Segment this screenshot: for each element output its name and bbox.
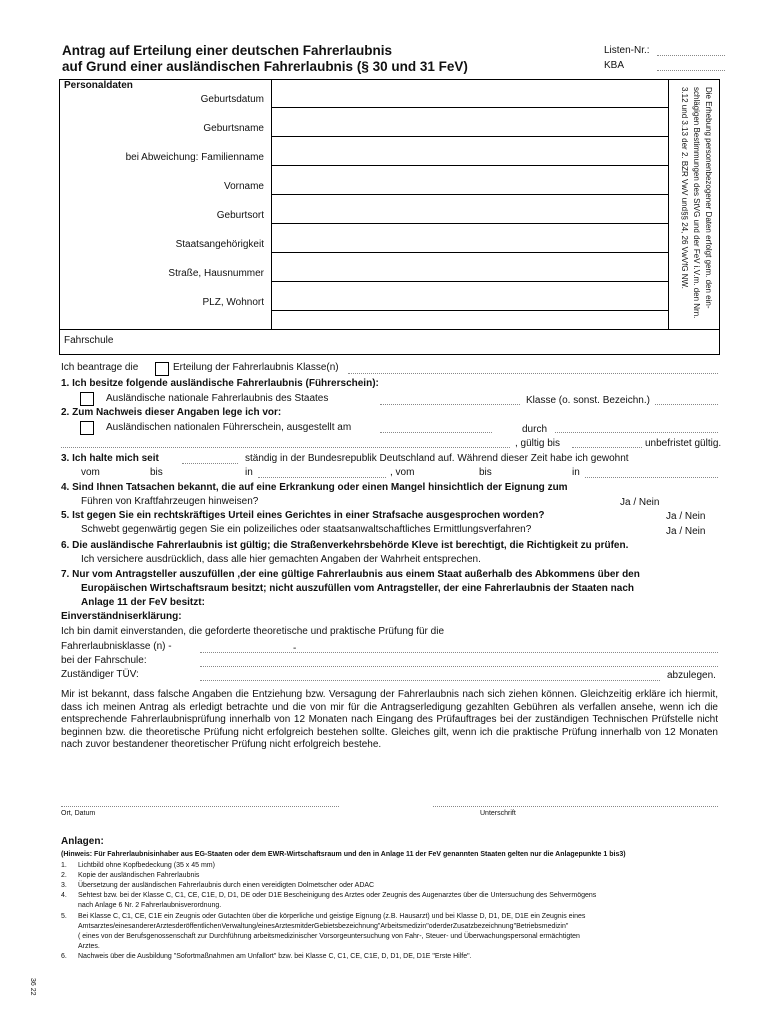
q1-klasse-field[interactable]: [655, 404, 718, 405]
anlage-item-text: Nachweis über die Ausbildung "Sofortmaßnahmen am Unfallort" bzw. bei Klasse C, C1, CE, C1E, D, D1, DE, D1E "Erste Hilfe".: [78, 953, 472, 960]
anlage-number: 1.: [61, 862, 67, 869]
einverstaendnis-text: Ich bin damit einverstanden, die geforderte theoretische und praktische Prüfung für die: [61, 626, 445, 637]
staatsangehoerigkeit-field[interactable]: [272, 252, 668, 253]
question-4-b: Führen von Kraftfahrzeugen hinweisen?: [81, 496, 259, 507]
question-7-a: 7. Nur vom Antragsteller auszufüllen ,der eine gültige Fahrerlaubnis aus einem Staat außerhalb des Abkommens über den: [61, 569, 640, 580]
side-note-line-2: schlägigen Bestimmungen des StVG und der FeV i.V.m. den Nrn.: [692, 87, 701, 319]
q2-unbefristet-label: unbefristet gültig.: [645, 438, 722, 449]
q2-option-label: Ausländischen nationalen Führerschein, ausgestellt am: [106, 422, 352, 433]
q5b-ja-nein[interactable]: Ja / Nein: [666, 526, 706, 537]
anlagen-hinweis: (Hinweis: Für Fahrerlaubnisinhaber aus EG-Staaten oder dem EWR-Wirtschaftsraum und den in Anlage 11 der FeV genannten Staaten gelten nur die Anlagepunkte 1 bis3): [61, 851, 626, 858]
title-line-2: auf Grund einer ausländischen Fahrerlaubnis (§ 30 und 31 FeV): [62, 59, 468, 74]
anlage-item-text: Arztes.: [78, 943, 100, 950]
fe-klasse-dash: -: [293, 643, 297, 654]
vorname-field[interactable]: [272, 194, 668, 195]
fe-klasse-label: Fahrerlaubnisklasse (n) -: [61, 641, 172, 652]
anlage-item-text: Übersetzung der ausländischen Fahrerlaubnis durch einen vereidigten Dolmetscher oder ADAC: [78, 882, 375, 889]
q2-checkbox[interactable]: [80, 421, 94, 435]
anlage-number: 4.: [61, 892, 67, 899]
question-5-b: Schwebt gegenwärtig gegen Sie ein polizeiliches oder staatsanwaltschaftliches Ermittlungsverfahren?: [81, 524, 532, 535]
kba-label: KBA: [604, 60, 625, 71]
q5a-ja-nein[interactable]: Ja / Nein: [666, 511, 706, 522]
geburtsdatum-label: Geburtsdatum: [200, 94, 264, 105]
fahrschule-divider: [60, 329, 719, 330]
fahrschule-label: Fahrschule: [64, 335, 114, 346]
ausgestellt-field[interactable]: [380, 432, 492, 433]
kba-field[interactable]: [657, 70, 725, 71]
personal-data-title: Personaldaten: [64, 80, 133, 91]
note-column-divider: [668, 80, 669, 329]
anlage-number: 2.: [61, 872, 67, 879]
anlage-item-text: Amtsarztes/einesandererArztesderöffentlichenVerwaltung/einesArztesmitderGebietsbezeichnung"Arbeitsmedizin"oderderZusatzbezeichnung"Betriebsmedizin": [78, 923, 569, 930]
question-6-b: Ich versichere ausdrücklich, dass alle hier gemachten Angaben der Wahrheit entsprechen.: [81, 554, 481, 565]
plz-wohnort-label: PLZ, Wohnort: [202, 297, 264, 308]
q1-checkbox[interactable]: [80, 392, 94, 406]
question-2: 2. Zum Nachweis dieser Angaben lege ich vor:: [61, 407, 282, 418]
anlage-number: 5.: [61, 913, 67, 920]
question-5-a: 5. Ist gegen Sie ein rechtskräftiges Urteil eines Gerichtes in einer Strafsache ausgesprochen worden?: [61, 510, 545, 521]
staatsangehoerigkeit-label: Staatsangehörigkeit: [175, 239, 264, 250]
anlage-number: 6.: [61, 953, 67, 960]
durch-field[interactable]: [555, 432, 718, 433]
form-code: 36 22: [29, 978, 36, 996]
q4-ja-nein[interactable]: Ja / Nein: [620, 497, 660, 508]
erteilung-label: Erteilung der Fahrerlaubnis Klasse(n): [173, 362, 339, 373]
geburtsort-label: Geburtsort: [216, 210, 264, 221]
personal-data-box: [59, 79, 720, 355]
question-7-c: Anlage 11 der FeV besitzt:: [81, 597, 205, 608]
side-note-line-3: 3.12 und 3.13 der 2. BZR VwV und§§ 24, 26 VwVfG NW.: [680, 87, 689, 289]
anlage-item-text: Bei Klasse C, C1, CE, C1E ein Zeugnis oder Gutachten über die körperliche und geistige Eignung (z.B. Hausarzt) und bei Klasse D, D1, DE, D1E ein Zeugnis eines: [78, 913, 586, 920]
question-7-b: Europäischen Wirtschaftsraum besitzt; nicht auszufüllen vom Antragsteller, der eine Fahrerlaubnis der Staaten nach: [81, 583, 635, 594]
title-line-1: Antrag auf Erteilung einer deutschen Fahrerlaubnis: [62, 43, 393, 58]
unterschrift-field[interactable]: [433, 806, 718, 807]
anlage-number: 3.: [61, 882, 67, 889]
q3-bis2-label: bis: [479, 467, 492, 478]
ort-datum-field[interactable]: [61, 806, 339, 807]
question-3-b: ständig in der Bundesrepublik Deutschland auf. Während dieser Zeit habe ich gewohnt: [245, 453, 629, 464]
q2-durch-label: durch: [522, 424, 548, 435]
anlagen-title: Anlagen:: [61, 836, 104, 847]
geburtsort-field[interactable]: [272, 223, 668, 224]
gueltig-bis-field[interactable]: [572, 447, 642, 448]
declaration-paragraph: Mir ist bekannt, dass falsche Angaben die Entziehung bzw. Versagung der Fahrerlaubnis nach sich ziehen können. Gleichzeitig erkläre ich hiermit, dass ich meinen Antrag als erledigt betrachte und die von mir für die Antragserledigung gezahlten Gebühren als verfallen ansehe, wenn ich die entsprechende Fahrerlaubnisprüfung innerhalb von 12 Monaten nach Eingang des Prüfauftrages bei der zuständigen Technischen Prüfstelle nicht beginnen bzw. die theoretische Prüfung nicht erfolgreich bestehen sollte. Gleiches gilt, wenn ich die praktische Prüfung innerhalb von 12 Monaten nach zuvor bestandener theoretischer Prüfung nicht erfolgreich bestehe.: [61, 689, 718, 750]
question-3-a: 3. Ich halte mich seit: [61, 453, 159, 464]
familienname-field[interactable]: [272, 165, 668, 166]
klasse-field[interactable]: [348, 373, 718, 374]
q1-option-label: Ausländische nationale Fahrerlaubnis des Staates: [106, 393, 329, 404]
ich-beantrage-label: Ich beantrage die: [61, 362, 139, 373]
q1-klasse-label: Klasse (o. sonst. Bezeichn.): [526, 395, 650, 406]
strasse-field[interactable]: [272, 281, 668, 282]
q3-vom-label: vom: [81, 467, 100, 478]
einverstaendnis-title: Einverständniserklärung:: [61, 611, 182, 622]
q3-in2-label: in: [572, 467, 580, 478]
erteilung-checkbox[interactable]: [155, 362, 169, 376]
vorname-label: Vorname: [223, 181, 264, 192]
q3-in-label: in: [245, 467, 253, 478]
geburtsdatum-field[interactable]: [272, 107, 668, 108]
anlage-item-text: Lichtbild ohne Kopfbedeckung (35 x 45 mm): [78, 862, 215, 869]
q3-in2-field[interactable]: [585, 477, 718, 478]
label-column-divider: [271, 80, 272, 329]
geburtsname-field[interactable]: [272, 136, 668, 137]
anlage-item-text: Sehtest bzw. bei der Klasse C, C1, CE, C1E, D, D1, DE oder D1E Bescheinigung des Arztes oder Zeugnis des Augenarztes über die Untersuchung des Sehvermögens: [78, 892, 597, 899]
side-note-line-1: Die Erhebung personenbezogener Daten erfolgt gem. den ein-: [704, 87, 713, 309]
listen-nr-label: Listen-Nr.:: [604, 45, 650, 56]
familienname-label: bei Abweichung: Familienname: [125, 152, 264, 163]
question-4-a: 4. Sind Ihnen Tatsachen bekannt, die auf eine Erkrankung oder einen Mangel hinsichtlich der Eignung zum: [61, 482, 568, 493]
staat-field[interactable]: [380, 404, 520, 405]
unterschrift-label: Unterschrift: [480, 810, 516, 817]
anlage-item-text: nach Anlage 6 Nr. 2 Fahrerlaubnisverordnung.: [78, 902, 222, 909]
anlage-item-text: ( eines von der Berufsgenossenschaft zur Durchführung arbeitsmedizinischer Vorsorgeuntersuchung von Fahr-, Steuer- und Überwachungspersonal ermächtigten: [78, 933, 580, 940]
bei-fahrschule-label: bei der Fahrschule:: [61, 655, 147, 666]
abzulegen-label: abzulegen.: [667, 670, 716, 681]
fe-klasse-field[interactable]: [200, 652, 718, 653]
q2-gueltig-label: , gültig bis: [515, 438, 561, 449]
q3-in-field[interactable]: [258, 477, 386, 478]
geburtsname-label: Geburtsname: [203, 123, 264, 134]
q2-extra-field[interactable]: [61, 447, 510, 448]
ort-datum-label: Ort, Datum: [61, 810, 96, 817]
q3-vom2-label: , vom: [390, 467, 415, 478]
q3-bis-label: bis: [150, 467, 163, 478]
listen-nr-field[interactable]: [657, 55, 725, 56]
strasse-label: Straße, Hausnummer: [168, 268, 264, 279]
anlage-item-text: Kopie der ausländischen Fahrerlaubnis: [78, 872, 200, 879]
tuev-label: Zuständiger TÜV:: [61, 669, 139, 680]
tuev-field[interactable]: [200, 680, 660, 681]
question-6-a: 6. Die ausländische Fahrerlaubnis ist gültig; die Straßenverkehrsbehörde Kleve ist berechtigt, die Richtigkeit zu prüfen.: [61, 540, 629, 551]
bei-fahrschule-field[interactable]: [200, 666, 718, 667]
seit-field[interactable]: [182, 463, 238, 464]
plz-wohnort-field[interactable]: [272, 310, 668, 311]
question-1: 1. Ich besitze folgende ausländische Fahrerlaubnis (Führerschein):: [61, 378, 379, 389]
